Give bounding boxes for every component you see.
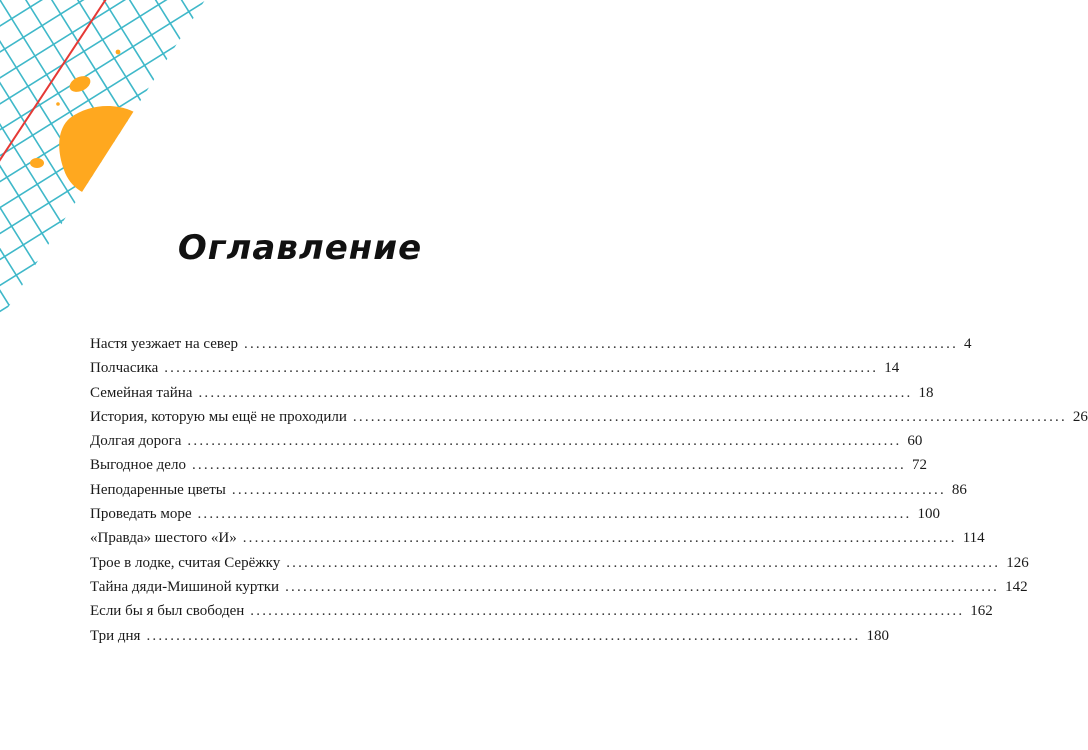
toc-entry-title: Полчасика — [90, 360, 159, 377]
toc-leader-dots: ........................................................................................................................ — [198, 384, 913, 401]
toc-entry — [90, 551, 1029, 575]
toc-entry-title: Тайна дяди-Мишиной куртки — [90, 578, 280, 595]
toc-entry-page: 60 — [907, 433, 923, 450]
table-of-contents — [90, 332, 1088, 648]
toc-entry — [90, 381, 934, 405]
toc-leader-dots: ........................................................................................................................ — [285, 578, 1000, 595]
toc-leader-dots: ........................................................................................................................ — [197, 506, 912, 523]
toc-entry-page: 4 — [964, 336, 972, 352]
toc-entry-page: 86 — [951, 481, 967, 498]
toc-entry-title: Если бы я был свободен — [90, 603, 245, 620]
toc-leader-dots: ........................................................................................................................ — [231, 481, 946, 498]
toc-entry — [90, 624, 889, 648]
toc-entry-title: Семейная тайна — [90, 384, 193, 401]
toc-entry-page: 162 — [970, 603, 993, 620]
toc-entry — [90, 478, 967, 502]
toc-entry — [90, 453, 927, 477]
toc-entry-page: 14 — [884, 360, 900, 377]
toc-entry-title: Неподаренные цветы — [90, 481, 226, 498]
toc-leader-dots: ........................................................................................................................ — [250, 603, 965, 620]
toc-entry-title: «Правда» шестого «И» — [90, 530, 237, 547]
toc-entry-page: 26 — [1072, 408, 1088, 425]
toc-entry — [90, 526, 985, 550]
toc-entry — [90, 356, 900, 380]
toc-entry — [90, 405, 1088, 429]
toc-entry — [90, 599, 993, 623]
toc-entry-title: Проведать море — [90, 506, 192, 523]
toc-leader-dots: ........................................................................................................................ — [244, 336, 959, 352]
toc-entry-title: Выгодное дело — [90, 457, 186, 474]
toc-leader-dots: ........................................................................................................................ — [242, 530, 957, 547]
toc-leader-dots: ........................................................................................................................ — [146, 627, 861, 644]
toc-entry-page: 114 — [962, 530, 985, 547]
toc-leader-dots: ........................................................................................................................ — [187, 433, 902, 450]
toc-entry — [90, 502, 940, 526]
toc-entry-page: 72 — [911, 457, 927, 474]
toc-entry — [90, 575, 1028, 599]
toc-leader-dots: ........................................................................................................................ — [164, 360, 879, 377]
toc-entry — [90, 332, 972, 356]
toc-entry-page: 180 — [866, 627, 889, 644]
toc-leader-dots: ........................................................................................................................ — [286, 554, 1001, 571]
toc-leader-dots: ........................................................................................................................ — [352, 408, 1067, 425]
toc-entry-title: Настя уезжает на север — [90, 336, 239, 352]
toc-entry-page: 18 — [918, 384, 934, 401]
toc-entry-page: 100 — [917, 506, 940, 523]
toc-entry-title: История, которую мы ещё не проходили — [90, 408, 347, 425]
toc-leader-dots: ........................................................................................................................ — [191, 457, 906, 474]
toc-entry — [90, 429, 923, 453]
toc-entry-title: Долгая дорога — [90, 433, 182, 450]
toc-entry-title: Трое в лодке, считая Серёжку — [90, 554, 281, 571]
page-title: Оглавление — [177, 228, 423, 268]
toc-entry-page: 142 — [1005, 578, 1028, 595]
toc-entry-title: Три дня — [90, 627, 141, 644]
toc-entry-page: 126 — [1006, 554, 1029, 571]
